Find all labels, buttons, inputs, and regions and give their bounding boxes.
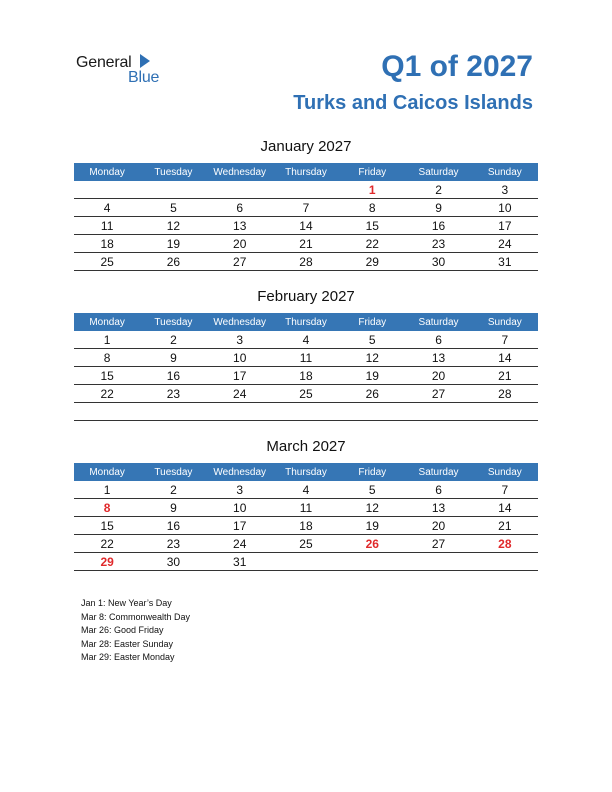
weekday-header: Tuesday <box>140 313 206 331</box>
day-cell <box>140 181 206 199</box>
weekday-header-row <box>74 313 538 331</box>
day-cell: 30 <box>140 553 206 571</box>
day-cell: 25 <box>273 535 339 553</box>
day-cell <box>140 403 206 421</box>
day-cell: 17 <box>207 517 273 535</box>
day-cell: 20 <box>405 517 471 535</box>
weekday-header: Monday <box>74 163 140 181</box>
day-cell: 22 <box>74 535 140 553</box>
day-cell: 15 <box>339 217 405 235</box>
day-cell: 24 <box>207 385 273 403</box>
day-cell: 28 <box>273 253 339 271</box>
week-row <box>74 331 538 349</box>
day-cell: 24 <box>472 235 538 253</box>
day-cell: 7 <box>472 331 538 349</box>
weekday-header: Saturday <box>405 463 471 481</box>
month-title: January 2027 <box>260 138 352 155</box>
day-cell: 9 <box>405 199 471 217</box>
day-cell: 6 <box>207 199 273 217</box>
holiday-note: Mar 28: Easter Sunday <box>81 638 174 649</box>
day-cell: 4 <box>273 331 339 349</box>
week-row <box>74 403 538 421</box>
week-row <box>74 367 538 385</box>
day-cell: 13 <box>207 217 273 235</box>
week-row <box>74 349 538 367</box>
day-cell <box>273 403 339 421</box>
day-cell: 26 <box>140 253 206 271</box>
day-cell: 16 <box>405 217 471 235</box>
day-cell: 15 <box>74 517 140 535</box>
day-cell: 23 <box>405 235 471 253</box>
weekday-header: Tuesday <box>140 463 206 481</box>
day-cell: 18 <box>273 367 339 385</box>
day-cell: 21 <box>273 235 339 253</box>
day-cell: 3 <box>472 181 538 199</box>
day-cell: 2 <box>140 481 206 499</box>
day-cell: 25 <box>74 253 140 271</box>
month-calendar <box>74 437 538 571</box>
day-cell: 24 <box>207 535 273 553</box>
day-cell: 10 <box>207 499 273 517</box>
day-cell: 14 <box>273 217 339 235</box>
day-cell: 27 <box>405 535 471 553</box>
day-cell: 23 <box>140 385 206 403</box>
weekday-header: Wednesday <box>207 163 273 181</box>
day-cell: 18 <box>273 517 339 535</box>
day-cell: 12 <box>140 217 206 235</box>
day-cell <box>207 403 273 421</box>
day-cell: 6 <box>405 331 471 349</box>
day-cell: 30 <box>405 253 471 271</box>
day-cell: 21 <box>472 367 538 385</box>
day-cell: 25 <box>273 385 339 403</box>
day-cell: 16 <box>140 517 206 535</box>
day-cell: 27 <box>207 253 273 271</box>
month-title: March 2027 <box>266 438 346 455</box>
logo <box>76 52 176 88</box>
weekday-header: Tuesday <box>140 163 206 181</box>
holiday-notes <box>81 597 190 665</box>
day-cell: 26 <box>339 385 405 403</box>
week-row <box>74 517 538 535</box>
weekday-header: Sunday <box>472 313 538 331</box>
calendar-grid <box>74 463 538 571</box>
weekday-header: Wednesday <box>207 313 273 331</box>
holiday-note: Mar 26: Good Friday <box>81 625 164 635</box>
page-title: Q1 of 2027 <box>381 50 533 83</box>
weekday-header: Thursday <box>273 463 339 481</box>
day-cell: 14 <box>472 349 538 367</box>
weekday-header: Friday <box>339 163 405 181</box>
day-cell <box>74 403 140 421</box>
day-cell: 2 <box>140 331 206 349</box>
day-cell: 28 <box>472 385 538 403</box>
weekday-header: Thursday <box>273 313 339 331</box>
day-cell: 3 <box>207 481 273 499</box>
day-cell: 13 <box>405 499 471 517</box>
logo-flag-icon <box>140 54 150 68</box>
day-cell <box>405 403 471 421</box>
day-cell: 4 <box>74 199 140 217</box>
weekday-header: Thursday <box>273 163 339 181</box>
day-cell: 1 <box>74 331 140 349</box>
day-cell <box>339 553 405 571</box>
week-row <box>74 499 538 517</box>
day-cell: 13 <box>405 349 471 367</box>
week-row <box>74 553 538 571</box>
month-calendar <box>74 287 538 421</box>
week-row <box>74 217 538 235</box>
week-row <box>74 481 538 499</box>
day-cell: 17 <box>472 217 538 235</box>
day-cell: 7 <box>472 481 538 499</box>
logo-general-text: General <box>76 54 132 71</box>
weekday-header: Wednesday <box>207 463 273 481</box>
weekday-header: Friday <box>339 313 405 331</box>
day-cell: 19 <box>140 235 206 253</box>
day-cell <box>339 403 405 421</box>
day-cell: 11 <box>273 499 339 517</box>
day-cell: 20 <box>405 367 471 385</box>
day-cell <box>207 181 273 199</box>
day-cell: 10 <box>207 349 273 367</box>
day-cell: 8 <box>74 499 140 517</box>
day-cell <box>74 181 140 199</box>
day-cell: 15 <box>74 367 140 385</box>
day-cell: 12 <box>339 499 405 517</box>
day-cell: 10 <box>472 199 538 217</box>
day-cell: 5 <box>339 331 405 349</box>
holiday-note: Mar 8: Commonwealth Day <box>81 611 191 622</box>
month-calendar <box>74 137 538 271</box>
day-cell: 31 <box>472 253 538 271</box>
day-cell: 9 <box>140 349 206 367</box>
day-cell: 27 <box>405 385 471 403</box>
day-cell: 17 <box>207 367 273 385</box>
day-cell: 5 <box>339 481 405 499</box>
day-cell: 12 <box>339 349 405 367</box>
week-row <box>74 535 538 553</box>
weekday-header-row <box>74 163 538 181</box>
day-cell: 8 <box>339 199 405 217</box>
holiday-note: Jan 1: New Year’s Day <box>81 598 172 608</box>
weekday-header: Saturday <box>405 163 471 181</box>
day-cell: 4 <box>273 481 339 499</box>
weekday-header: Saturday <box>405 313 471 331</box>
day-cell: 22 <box>339 235 405 253</box>
week-row <box>74 235 538 253</box>
day-cell: 14 <box>472 499 538 517</box>
day-cell: 5 <box>140 199 206 217</box>
day-cell: 19 <box>339 367 405 385</box>
day-cell: 28 <box>472 535 538 553</box>
day-cell: 16 <box>140 367 206 385</box>
holiday-note: Mar 29: Easter Monday <box>81 652 175 662</box>
day-cell <box>472 553 538 571</box>
day-cell: 1 <box>74 481 140 499</box>
day-cell <box>273 553 339 571</box>
page-subtitle: Turks and Caicos Islands <box>293 92 533 114</box>
day-cell: 9 <box>140 499 206 517</box>
weekday-header: Monday <box>74 463 140 481</box>
day-cell: 22 <box>74 385 140 403</box>
day-cell: 3 <box>207 331 273 349</box>
day-cell: 11 <box>74 217 140 235</box>
logo-blue-text: Blue <box>128 69 160 86</box>
day-cell: 23 <box>140 535 206 553</box>
month-title: February 2027 <box>257 288 355 305</box>
weekday-header-row <box>74 463 538 481</box>
day-cell: 29 <box>74 553 140 571</box>
day-cell: 29 <box>339 253 405 271</box>
day-cell <box>472 403 538 421</box>
day-cell: 1 <box>339 181 405 199</box>
weekday-header: Monday <box>74 313 140 331</box>
day-cell: 18 <box>74 235 140 253</box>
day-cell: 6 <box>405 481 471 499</box>
day-cell: 20 <box>207 235 273 253</box>
day-cell: 8 <box>74 349 140 367</box>
day-cell: 19 <box>339 517 405 535</box>
day-cell: 11 <box>273 349 339 367</box>
weekday-header: Sunday <box>472 463 538 481</box>
week-row <box>74 385 538 403</box>
calendar-grid <box>74 313 538 421</box>
day-cell <box>273 181 339 199</box>
week-row <box>74 199 538 217</box>
week-row <box>74 181 538 199</box>
day-cell: 2 <box>405 181 471 199</box>
weekday-header: Friday <box>339 463 405 481</box>
day-cell: 21 <box>472 517 538 535</box>
day-cell: 26 <box>339 535 405 553</box>
day-cell <box>405 553 471 571</box>
day-cell: 31 <box>207 553 273 571</box>
weekday-header: Sunday <box>472 163 538 181</box>
calendar-grid <box>74 163 538 271</box>
week-row <box>74 253 538 271</box>
day-cell: 7 <box>273 199 339 217</box>
